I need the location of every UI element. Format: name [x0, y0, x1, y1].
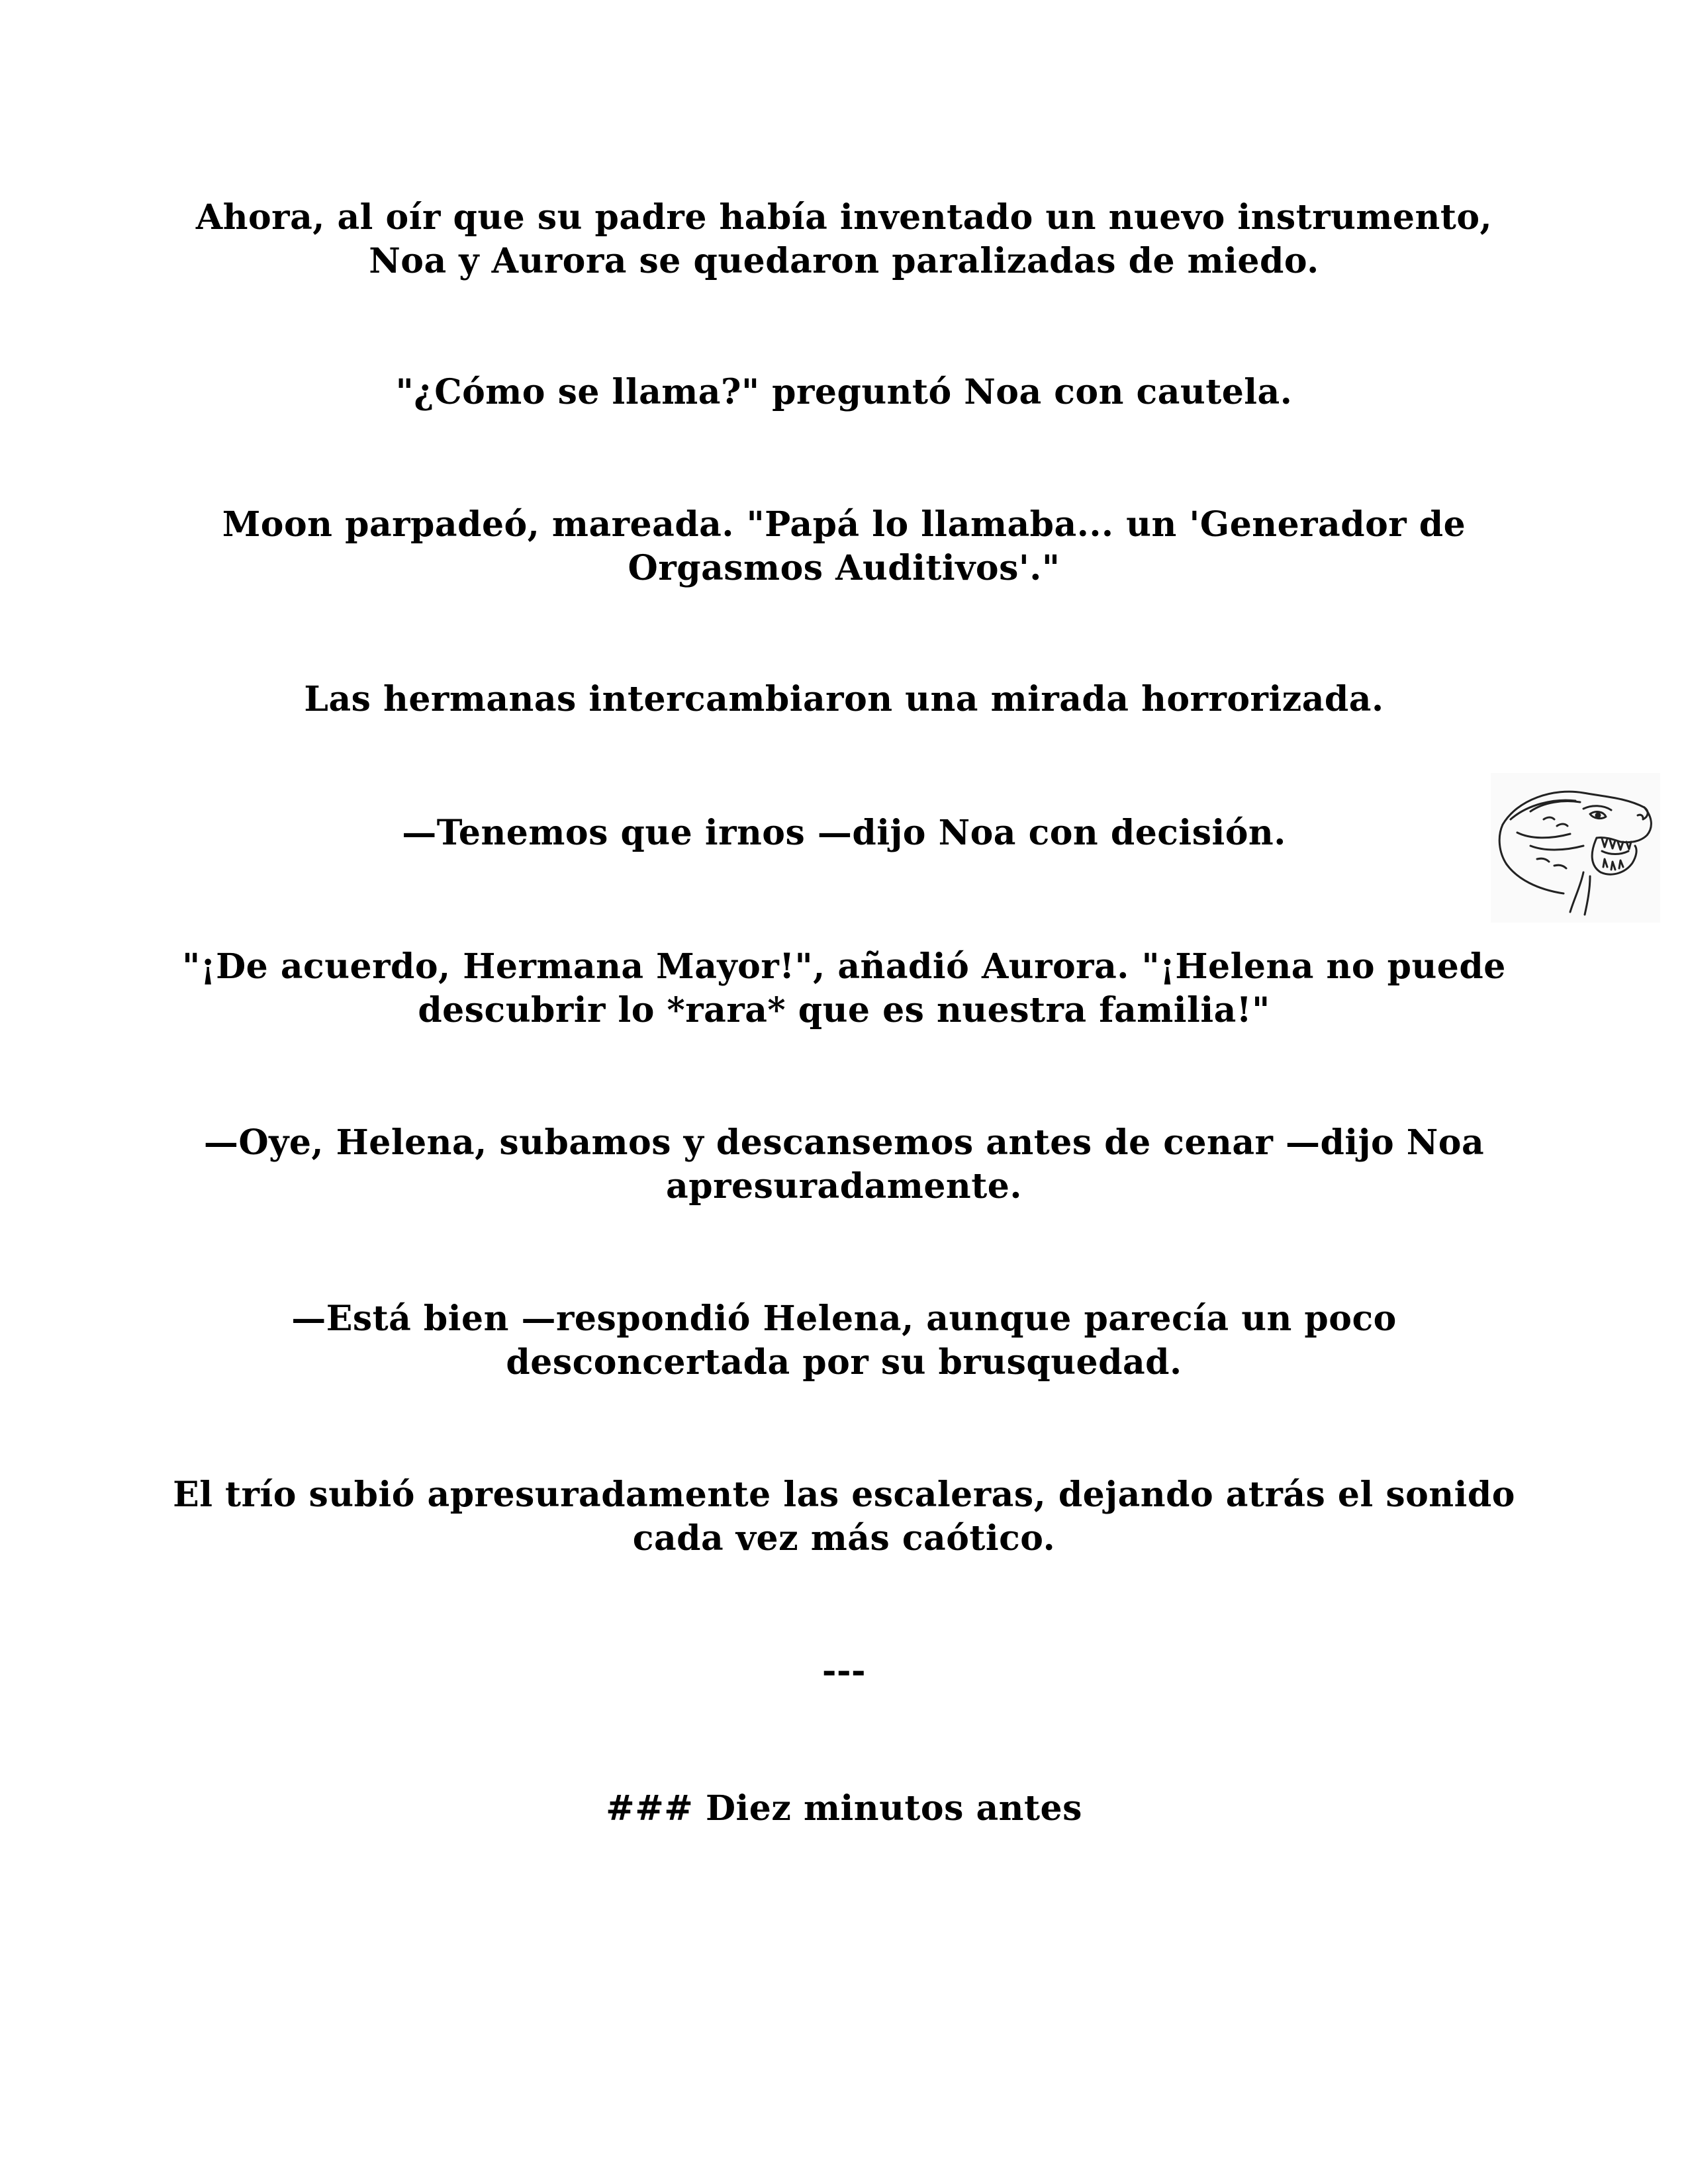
- paragraph-noa-upstairs: —Oye, Helena, subamos y descansemos antes de cenar —dijo Noa apresuradamente.: [203, 1122, 1485, 1206]
- dinosaur-head-sketch-icon: [1491, 773, 1660, 923]
- section-divider: ---: [821, 1651, 867, 1691]
- paragraph-invention-news: Ahora, al oír que su padre había inventado un nuevo instrumento, Noa y Aurora se quedaron paralizadas de miedo.: [195, 197, 1493, 281]
- paragraph-trio-stairs: El trío subió apresuradamente las escaleras, dejando atrás el sonido cada vez más caótico.: [173, 1475, 1515, 1559]
- paragraph-moon-reply: Moon parpadeó, mareada. "Papá lo llamaba... un 'Generador de Orgasmos Auditivos'.": [222, 504, 1466, 588]
- paragraph-name-question: "¿Cómo se llama?" preguntó Noa con cautela.: [395, 372, 1293, 412]
- section-heading: ### Diez minutos antes: [606, 1788, 1082, 1829]
- paragraph-sisters-glance: Las hermanas intercambiaron una mirada horrorizada.: [304, 679, 1384, 719]
- paragraph-aurora-agree: "¡De acuerdo, Hermana Mayor!", añadió Aurora. "¡Helena no puede descubrir lo *rara* que es nuestra familia!": [182, 946, 1506, 1030]
- paragraph-noa-leave: —Tenemos que irnos —dijo Noa con decisión.: [402, 813, 1286, 853]
- paragraph-helena-response: —Está bien —respondió Helena, aunque parecía un poco desconcertada por su brusquedad.: [291, 1298, 1397, 1383]
